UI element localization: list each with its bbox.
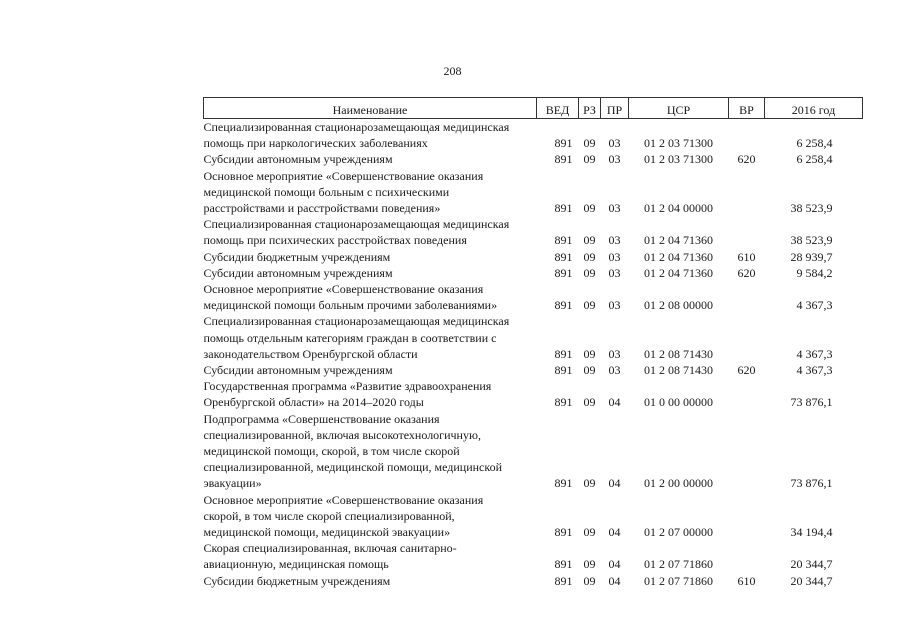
row-name-line: медицинской помощи больным с психическими xyxy=(203,184,450,199)
row-rz: 09 xyxy=(583,395,596,410)
row-name-line: помощь при психических расстройствах поведения xyxy=(203,233,467,248)
row-csr: 01 2 03 71300 xyxy=(644,136,713,151)
row-pr: 03 xyxy=(608,233,621,248)
row-sum: 20 344,7 xyxy=(790,573,833,588)
row-rz: 09 xyxy=(583,525,596,540)
row-ved: 891 xyxy=(554,395,573,410)
budget-table xyxy=(203,97,863,589)
row-rz: 09 xyxy=(583,201,596,216)
table-row xyxy=(204,249,863,265)
header-name: Наименование xyxy=(204,98,537,119)
row-name-line: Субсидии автономным учреждениям xyxy=(203,363,393,378)
row-csr: 01 2 04 00000 xyxy=(644,201,713,216)
row-rz: 09 xyxy=(583,249,596,264)
row-ved: 891 xyxy=(554,557,573,572)
header-csr: ЦСР xyxy=(629,98,729,119)
table-row xyxy=(204,281,863,313)
row-name-line: Скорая специализированная, включая санитарно- xyxy=(203,541,457,556)
row-csr: 01 2 08 00000 xyxy=(644,298,713,313)
row-name xyxy=(204,378,537,410)
row-name xyxy=(204,249,537,265)
table-row xyxy=(204,168,863,217)
row-ved: 891 xyxy=(554,249,573,264)
row-pr: 04 xyxy=(608,525,621,540)
row-name xyxy=(204,573,537,589)
row-csr: 01 2 08 71430 xyxy=(644,363,713,378)
row-vr xyxy=(729,492,765,541)
row-ved: 891 xyxy=(554,201,573,216)
row-pr: 04 xyxy=(608,395,621,410)
row-name-line: Подпрограмма «Совершенствование оказания xyxy=(203,411,440,426)
row-vr xyxy=(729,540,765,572)
row-pr: 04 xyxy=(608,573,621,588)
table-row xyxy=(204,216,863,248)
table-body xyxy=(204,119,863,589)
row-sum: 4 367,3 xyxy=(796,298,833,313)
row-vr: 620 xyxy=(737,363,756,378)
row-name xyxy=(204,492,537,541)
row-name-line: Специализированная стационарозамещающая медицинская xyxy=(203,217,510,232)
row-name-line: специализированной, включая высокотехнологичную, xyxy=(203,427,481,442)
row-pr: 03 xyxy=(608,249,621,264)
row-csr: 01 2 07 71860 xyxy=(644,557,713,572)
row-vr: 620 xyxy=(737,265,756,280)
row-name xyxy=(204,216,537,248)
row-rz: 09 xyxy=(583,476,596,491)
row-name xyxy=(204,411,537,492)
row-rz: 09 xyxy=(583,573,596,588)
row-csr: 01 2 07 71860 xyxy=(644,573,713,588)
row-sum: 28 939,7 xyxy=(790,249,833,264)
row-name xyxy=(204,281,537,313)
row-sum: 34 194,4 xyxy=(790,525,833,540)
row-sum: 6 258,4 xyxy=(796,152,833,167)
row-pr: 03 xyxy=(608,265,621,280)
row-vr: 620 xyxy=(737,152,756,167)
row-csr: 01 2 04 71360 xyxy=(644,233,713,248)
row-rz: 09 xyxy=(583,346,596,361)
row-rz: 09 xyxy=(583,233,596,248)
row-name-line: авиационную, медицинская помощь xyxy=(203,557,389,572)
row-name-line: эвакуации» xyxy=(203,476,262,491)
table-row xyxy=(204,411,863,492)
row-name-line: помощь отдельным категориям граждан в соответствии с xyxy=(203,330,497,345)
row-rz: 09 xyxy=(583,152,596,167)
row-pr: 04 xyxy=(608,476,621,491)
row-name-line: законодательством Оренбургской области xyxy=(203,346,418,361)
row-sum: 38 523,9 xyxy=(790,233,833,248)
row-vr xyxy=(729,378,765,410)
row-rz: 09 xyxy=(583,265,596,280)
row-ved: 891 xyxy=(554,233,573,248)
row-vr: 610 xyxy=(737,249,756,264)
row-name-line: Специализированная стационарозамещающая медицинская xyxy=(203,120,510,134)
row-ved: 891 xyxy=(554,476,573,491)
row-vr xyxy=(729,216,765,248)
row-rz: 09 xyxy=(583,136,596,151)
row-name-line: расстройствами и расстройствами поведения» xyxy=(203,201,441,216)
table-header xyxy=(204,98,863,119)
header-pr: ПР xyxy=(601,98,629,119)
table-row xyxy=(204,119,863,152)
row-name xyxy=(204,540,537,572)
row-name xyxy=(204,362,537,378)
row-name xyxy=(204,265,537,281)
row-vr xyxy=(729,119,765,152)
row-ved: 891 xyxy=(554,346,573,361)
row-ved: 891 xyxy=(554,573,573,588)
table-row xyxy=(204,378,863,410)
row-csr: 01 2 04 71360 xyxy=(644,249,713,264)
row-name-line: медицинской помощи, скорой, в том числе скорой xyxy=(203,444,460,459)
header-vr: ВР xyxy=(729,98,765,119)
row-pr: 03 xyxy=(608,136,621,151)
row-sum: 73 876,1 xyxy=(790,476,833,491)
row-name xyxy=(204,119,537,152)
header-ved: ВЕД xyxy=(537,98,579,119)
table-row xyxy=(204,492,863,541)
row-pr: 03 xyxy=(608,152,621,167)
table-row xyxy=(204,573,863,589)
row-pr: 04 xyxy=(608,557,621,572)
row-csr: 01 2 04 71360 xyxy=(644,265,713,280)
row-name xyxy=(204,151,537,167)
table-row xyxy=(204,151,863,167)
row-name-line: Основное мероприятие «Совершенствование оказания xyxy=(203,492,484,507)
row-sum: 9 584,2 xyxy=(796,265,833,280)
row-name-line: Основное мероприятие «Совершенствование оказания xyxy=(203,282,484,297)
row-pr: 03 xyxy=(608,363,621,378)
row-csr: 01 2 03 71300 xyxy=(644,152,713,167)
row-name-line: Государственная программа «Развитие здравоохранения xyxy=(203,379,492,394)
row-csr: 01 2 00 00000 xyxy=(644,476,713,491)
table-row xyxy=(204,313,863,362)
row-pr: 03 xyxy=(608,298,621,313)
page-number: 208 xyxy=(443,64,462,78)
row-name-line: специализированной, медицинской помощи, медицинской xyxy=(203,460,503,475)
row-name xyxy=(204,313,537,362)
table-row xyxy=(204,540,863,572)
row-name-line: медицинской помощи больным прочими заболеваниями» xyxy=(203,298,498,313)
row-name xyxy=(204,168,537,217)
row-sum: 4 367,3 xyxy=(796,346,833,361)
row-ved: 891 xyxy=(554,525,573,540)
row-name-line: скорой, в том числе скорой специализированной, xyxy=(203,508,455,523)
row-sum: 73 876,1 xyxy=(790,395,833,410)
row-name-line: медицинской помощи, медицинской эвакуации» xyxy=(203,525,451,540)
row-rz: 09 xyxy=(583,298,596,313)
row-csr: 01 2 08 71430 xyxy=(644,346,713,361)
row-rz: 09 xyxy=(583,557,596,572)
row-ved: 891 xyxy=(554,136,573,151)
row-name-line: Субсидии бюджетным учреждениям xyxy=(203,249,391,264)
row-pr: 03 xyxy=(608,346,621,361)
row-ved: 891 xyxy=(554,152,573,167)
row-name-line: Оренбургской области» на 2014–2020 годы xyxy=(203,395,424,410)
row-sum: 6 258,4 xyxy=(796,136,833,151)
row-sum: 4 367,3 xyxy=(796,363,833,378)
row-vr xyxy=(729,281,765,313)
row-vr xyxy=(729,411,765,492)
row-pr: 03 xyxy=(608,201,621,216)
row-csr: 01 2 07 00000 xyxy=(644,525,713,540)
table-row xyxy=(204,362,863,378)
row-sum: 20 344,7 xyxy=(790,557,833,572)
row-name-line: Основное мероприятие «Совершенствование оказания xyxy=(203,168,484,183)
row-name-line: Субсидии автономным учреждениям xyxy=(203,265,393,280)
table-row xyxy=(204,265,863,281)
header-rz: РЗ xyxy=(579,98,601,119)
header-sum: 2016 год xyxy=(765,98,863,119)
row-vr: 610 xyxy=(737,573,756,588)
row-name-line: Субсидии автономным учреждениям xyxy=(203,152,393,167)
row-vr xyxy=(729,168,765,217)
row-name-line: Специализированная стационарозамещающая медицинская xyxy=(203,314,510,329)
row-name-line: помощь при наркологических заболеваниях xyxy=(203,136,428,151)
row-name-line: Субсидии бюджетным учреждениям xyxy=(203,573,391,588)
row-csr: 01 0 00 00000 xyxy=(644,395,713,410)
row-vr xyxy=(729,313,765,362)
row-ved: 891 xyxy=(554,265,573,280)
row-ved: 891 xyxy=(554,298,573,313)
row-ved: 891 xyxy=(554,363,573,378)
row-sum: 38 523,9 xyxy=(790,201,833,216)
row-rz: 09 xyxy=(583,363,596,378)
